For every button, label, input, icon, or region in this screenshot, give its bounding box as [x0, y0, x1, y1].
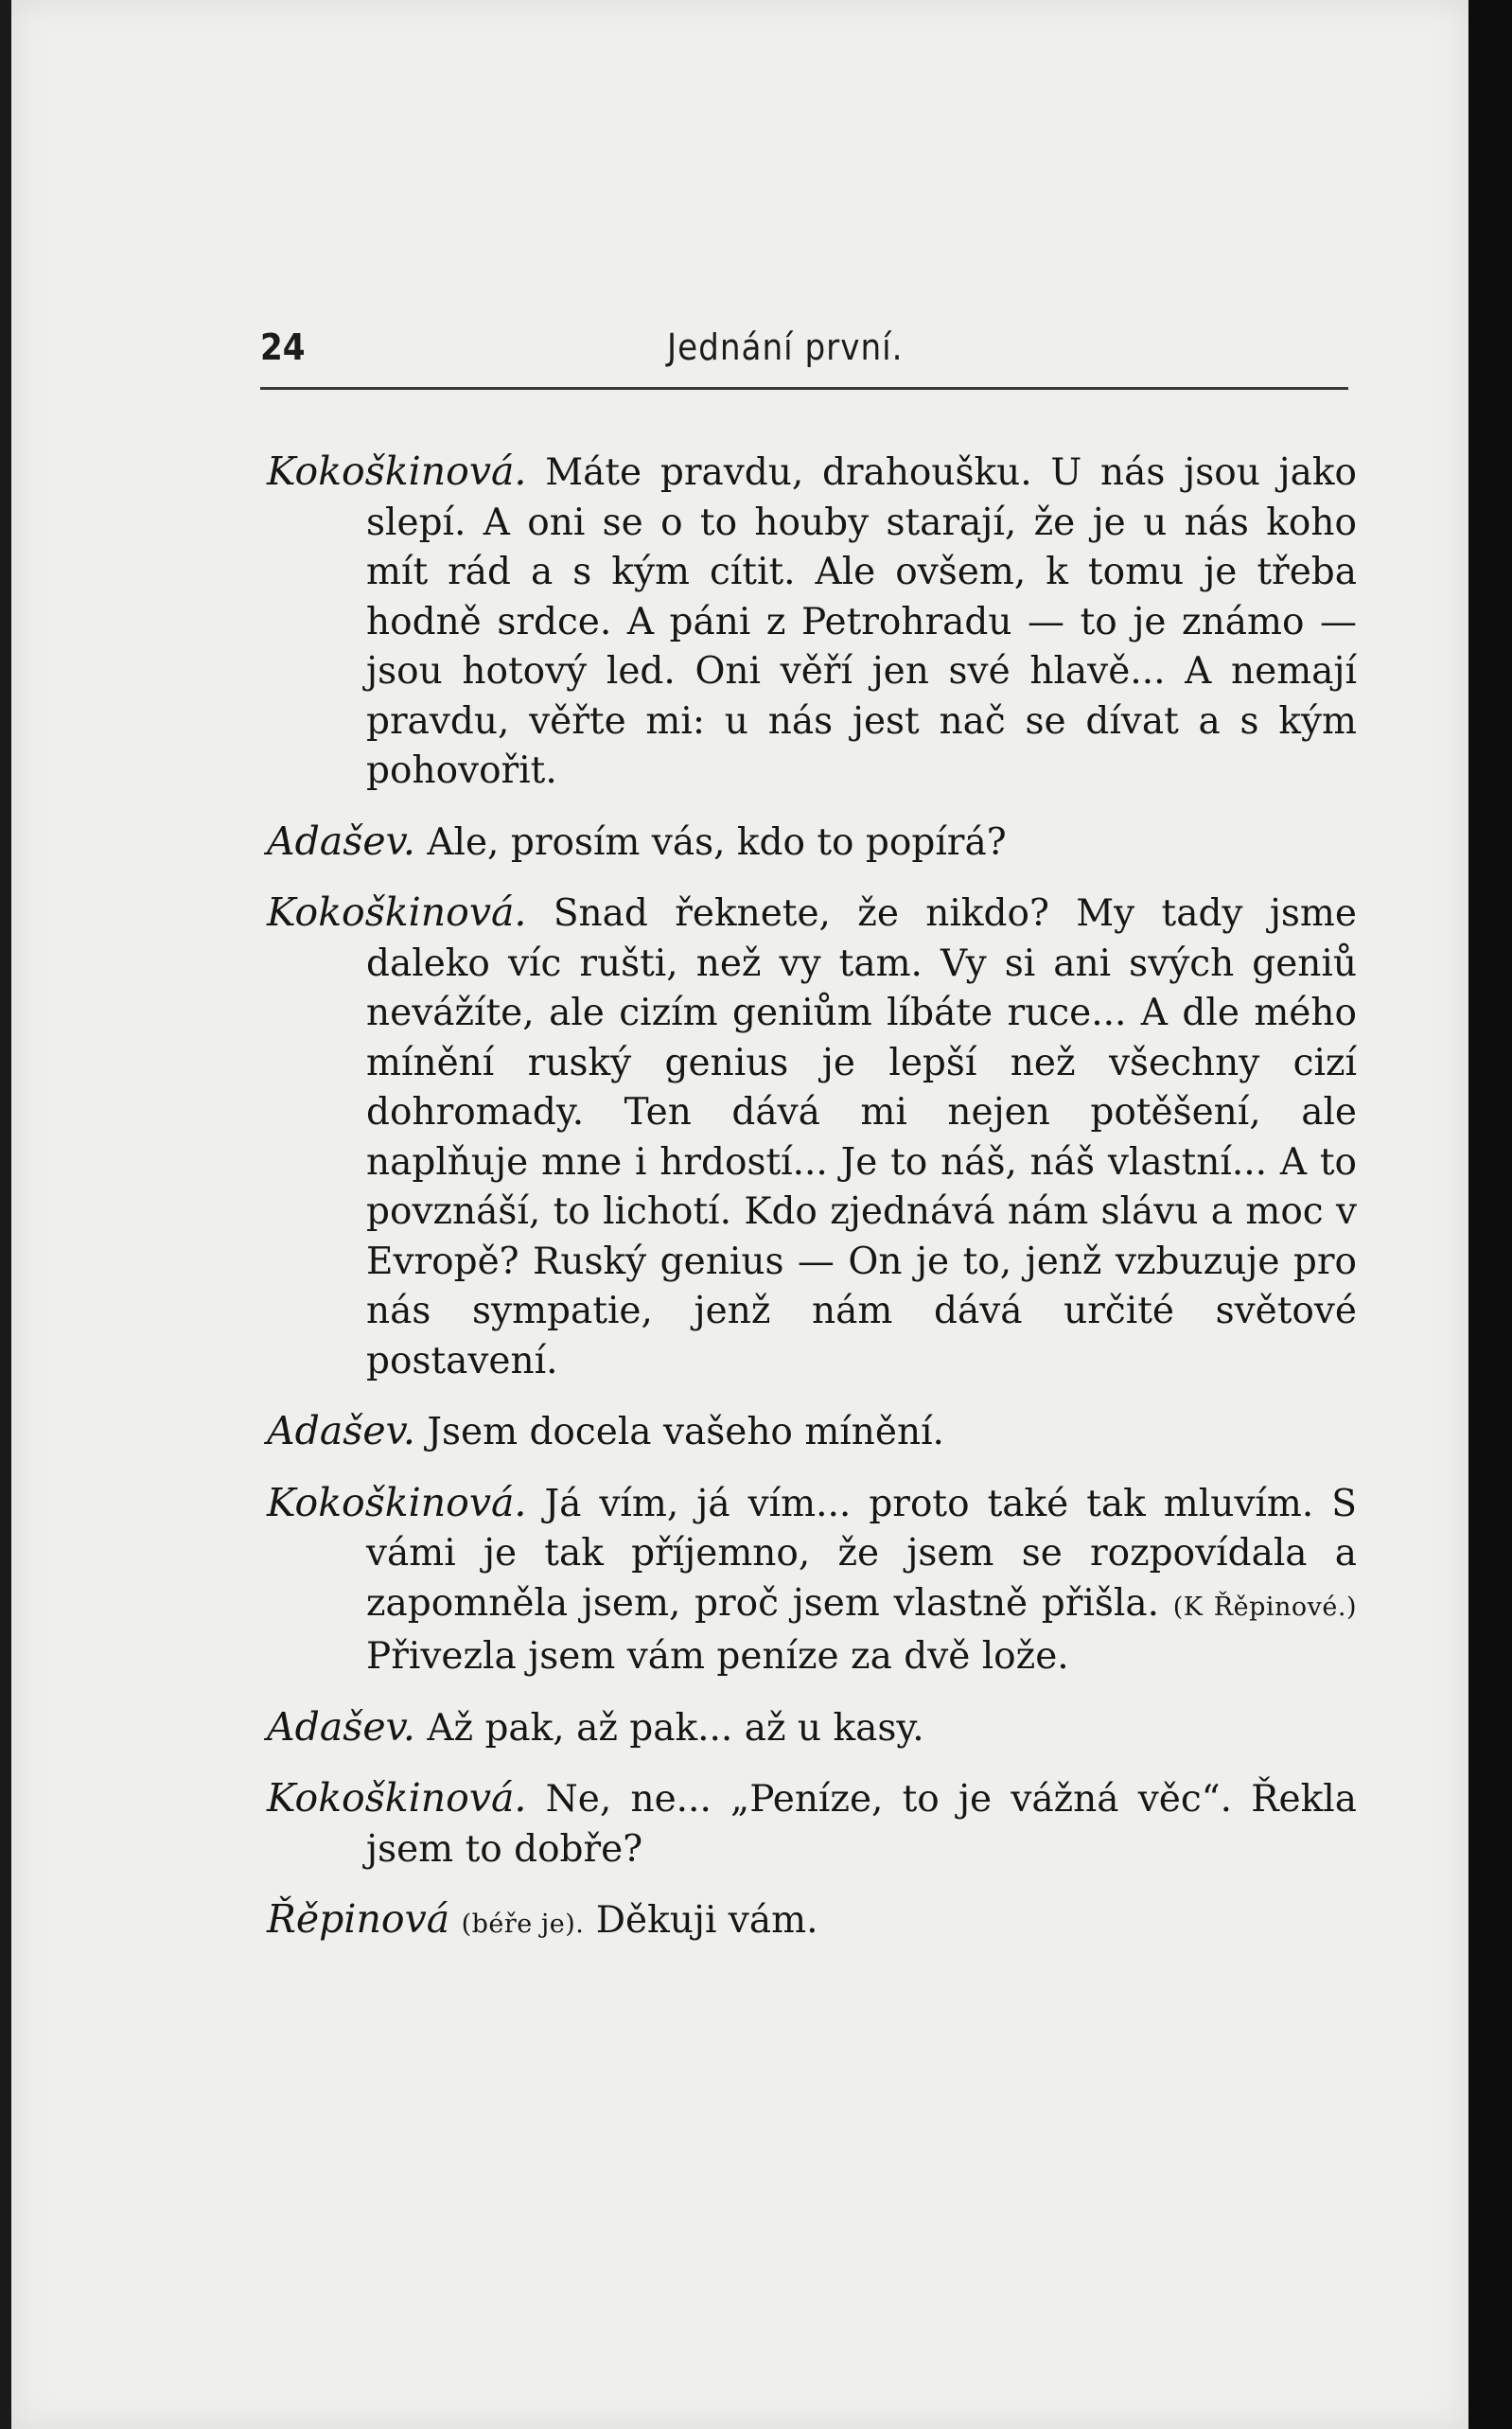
speech-text: Až pak, až pak... až u kasy.	[427, 1706, 924, 1750]
speech-text: Ale, prosím vás, kdo to popírá?	[427, 820, 1007, 864]
speech-text: Snad řeknete, že nikdo? My tady jsme daleko víc rušti, než vy tam. Vy si ani svých geniů nevážíte, ale cizím geniům líbáte ruce... A dle mého mínění ruský genius je lepší než všechny cizí dohromady. Ten dává mi nejen potěšení, ale naplňuje mne i hrdostí... Je to náš, náš vlastní... A to povznáší, to lichotí. Kdo zjednává nám slávu a moc v Evropě? Ruský genius — On je to, jenž vzbuzuje pro nás sympatie, jenž nám dává určité světové postavení.	[366, 892, 1357, 1382]
stage-direction: (K Řěpinové.)	[1172, 1592, 1357, 1622]
speaker-name: Kokoškinová.	[267, 1775, 527, 1821]
speech-1	[267, 447, 1357, 797]
book-spine-shadow	[1468, 0, 1512, 2429]
speaker-name: Adašev.	[267, 818, 415, 864]
speaker-name: Kokoškinová.	[267, 1479, 527, 1525]
speech-text: Máte pravdu, drahoušku. U nás jsou jako slepí. A oni se o to houby starají, že je u nás koho mít rád a s kým cítit. Ale ovšem, k tomu je třeba hodně srdce. A páni z Petrohradu — to je známo — jsou hotový led. Oni věří jen své hlavě... A nemají pravdu, věřte mi: u nás jest nač se dívat a s kým pohovořit.	[366, 451, 1357, 792]
speech-6	[267, 1702, 1357, 1754]
speaker-name: Kokoškinová.	[267, 449, 527, 494]
speech-7	[267, 1773, 1357, 1875]
speaker-name: Kokoškinová.	[267, 889, 527, 935]
speaker-name: Řěpinová	[267, 1896, 450, 1942]
book-page	[11, 0, 1468, 2429]
speech-2	[267, 817, 1357, 869]
speaker-name: Adašev.	[267, 1408, 415, 1453]
dialogue-text	[267, 447, 1357, 1970]
speech-text: Děkuji vám.	[595, 1899, 818, 1942]
stage-direction: (béře je).	[461, 1910, 585, 1939]
speech-5	[267, 1478, 1357, 1682]
speech-4	[267, 1406, 1357, 1458]
header-rule	[260, 387, 1348, 390]
speech-text: Přivezla jsem vám peníze za dvě lože.	[366, 1635, 1069, 1678]
speech-text: Jsem docela vašeho mínění.	[427, 1411, 944, 1453]
running-title: Jednání první.	[667, 326, 904, 368]
speech-text: Ne, ne... „Peníze, to je vážná věc“. Řekla jsem to dobře?	[366, 1778, 1357, 1871]
speaker-name: Adašev.	[267, 1703, 415, 1750]
page-number: 24	[260, 326, 306, 368]
speech-3	[267, 888, 1357, 1386]
speech-8	[267, 1894, 1357, 1950]
page-header	[260, 326, 1348, 376]
speech-text: Já vím, já vím... proto také tak mluvím. S vámi je tak příjemno, že jsem se rozpovídala a zapomněla jsem, proč jsem vlastně přišla.	[366, 1482, 1357, 1625]
